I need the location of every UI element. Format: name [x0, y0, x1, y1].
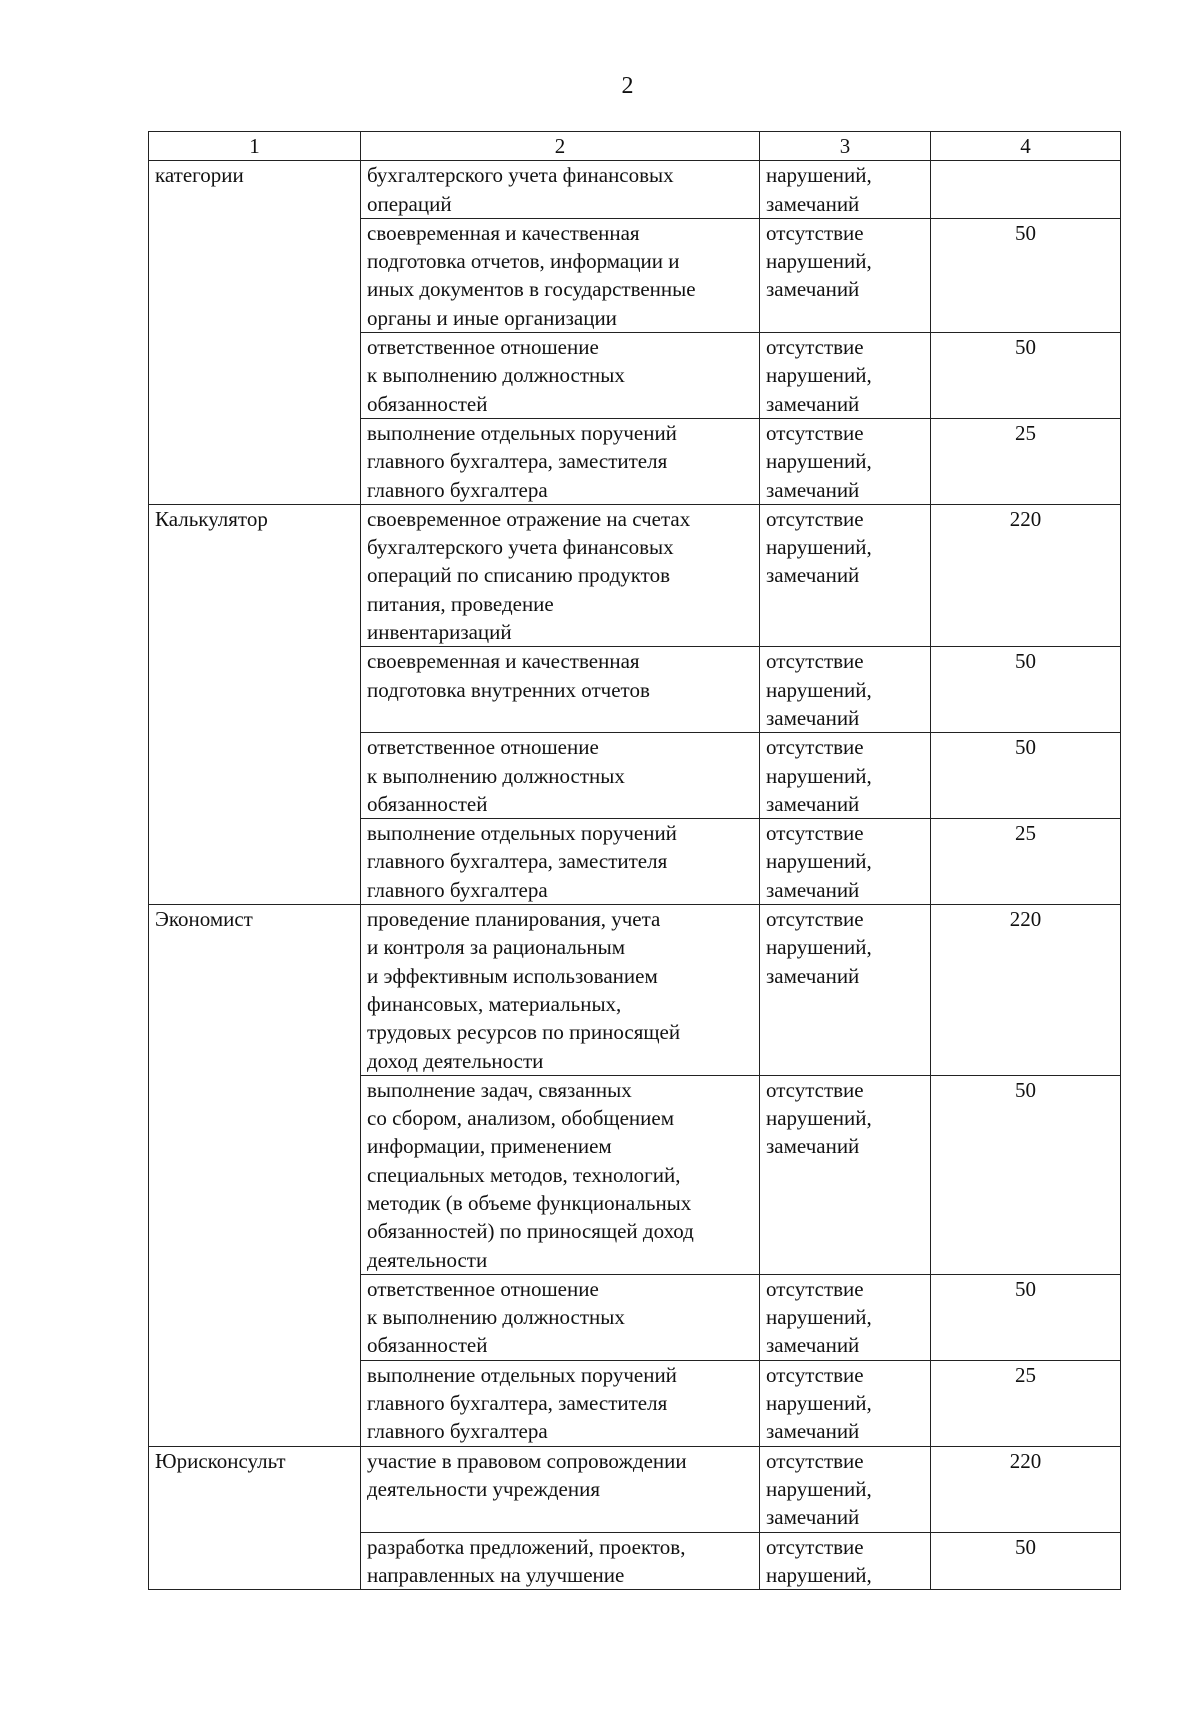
table-header-row [149, 132, 1121, 161]
table-row [149, 218, 1121, 332]
condition-cell-text: нарушений, замечаний [766, 163, 872, 216]
points-cell [931, 418, 1121, 504]
position-cell [149, 647, 361, 733]
condition-cell-text: отсутствие нарушений, замечаний [766, 220, 872, 302]
condition-cell-text: отсутствие нарушений, замечаний [766, 1448, 872, 1530]
condition-cell-text: отсутствие нарушений, замечаний [766, 506, 872, 588]
criterion-cell [361, 1446, 760, 1532]
table-row [149, 1075, 1121, 1274]
points-cell-text: 50 [1015, 1276, 1036, 1301]
points-cell-text: 50 [1015, 335, 1036, 360]
condition-cell [760, 1532, 931, 1590]
position-cell [149, 1532, 361, 1590]
table-row [149, 418, 1121, 504]
points-cell [931, 1274, 1121, 1360]
criterion-cell-text: участие в правовом сопровождении деятельности учреждения [367, 1448, 687, 1501]
criteria-table [148, 131, 1121, 1590]
table-row [149, 161, 1121, 219]
points-cell-text: 50 [1015, 220, 1036, 245]
points-cell-text: 50 [1015, 1077, 1036, 1102]
table-row [149, 1532, 1121, 1590]
table-row [149, 647, 1121, 733]
criterion-cell [361, 1274, 760, 1360]
points-cell-text: 50 [1015, 1534, 1036, 1559]
criterion-cell-text: выполнение отдельных поручений главного бухгалтера, заместителя главного бухгалтера [367, 1362, 677, 1444]
criterion-cell [361, 1532, 760, 1590]
position-cell [149, 418, 361, 504]
position-cell [149, 733, 361, 819]
table-row [149, 733, 1121, 819]
column-header-2: 2 [361, 132, 760, 161]
table-row [149, 905, 1121, 1076]
criterion-cell-text: ответственное отношение к выполнению должностных обязанностей [367, 335, 625, 416]
position-cell [149, 1274, 361, 1360]
points-cell-text: 25 [1015, 420, 1036, 445]
column-header-3: 3 [760, 132, 931, 161]
criterion-cell [361, 819, 760, 905]
criterion-cell-text: своевременная и качественная подготовка отчетов, информации и иных документов в государственные органы и иные организации [367, 220, 696, 330]
table-row [149, 1446, 1121, 1532]
criterion-cell-text: выполнение задач, связанных со сбором, анализом, обобщением информации, применением специальных методов, технологий, методик (в объеме функциональных обязанностей) по приносящей доход деятельности [367, 1077, 694, 1272]
condition-cell [760, 1446, 931, 1532]
condition-cell-text: отсутствие нарушений, замечаний [766, 1077, 872, 1159]
condition-cell [760, 161, 931, 219]
criterion-cell [361, 504, 760, 646]
position-cell [149, 905, 361, 1076]
criterion-cell-text: выполнение отдельных поручений главного бухгалтера, заместителя главного бухгалтера [367, 420, 677, 502]
condition-cell-text: отсутствие нарушений, [766, 1534, 872, 1587]
points-cell [931, 819, 1121, 905]
criterion-cell [361, 218, 760, 332]
table-row [149, 504, 1121, 646]
condition-cell [760, 333, 931, 419]
condition-cell-text: отсутствие нарушений, замечаний [766, 907, 872, 988]
condition-cell [760, 647, 931, 733]
points-cell [931, 333, 1121, 419]
position-cell [149, 161, 361, 219]
points-cell-text: 50 [1015, 735, 1036, 760]
points-cell-text: 50 [1015, 649, 1036, 674]
condition-cell-text: отсутствие нарушений, замечаний [766, 420, 872, 502]
condition-cell-text: отсутствие нарушений, замечаний [766, 1362, 872, 1444]
criterion-cell-text: своевременное отражение на счетах бухгалтерского учета финансовых операций по списанию продуктов питания, проведение инвентаризаций [367, 506, 691, 645]
position-cell-text: категории [155, 163, 244, 188]
condition-cell [760, 1075, 931, 1274]
criterion-cell [361, 1075, 760, 1274]
criterion-cell [361, 418, 760, 504]
condition-cell [760, 733, 931, 819]
criterion-cell [361, 1360, 760, 1446]
column-header-1: 1 [149, 132, 361, 161]
condition-cell [760, 218, 931, 332]
criterion-cell-text: ответственное отношение к выполнению должностных обязанностей [367, 1276, 625, 1358]
criterion-cell [361, 647, 760, 733]
condition-cell [760, 1360, 931, 1446]
table-row [149, 333, 1121, 419]
points-cell [931, 1446, 1121, 1532]
condition-cell-text: отсутствие нарушений, замечаний [766, 821, 872, 902]
condition-cell [760, 504, 931, 646]
position-cell-text: Экономист [155, 907, 253, 932]
points-cell-text: 25 [1015, 821, 1036, 846]
points-cell-text: 220 [1009, 907, 1042, 932]
condition-cell [760, 418, 931, 504]
position-cell [149, 218, 361, 332]
points-cell [931, 647, 1121, 733]
table-body [149, 161, 1121, 1590]
condition-cell [760, 819, 931, 905]
condition-cell [760, 905, 931, 1076]
position-cell [149, 1446, 361, 1532]
table-row [149, 819, 1121, 905]
position-cell-text: Юрисконсульт [155, 1448, 286, 1473]
criterion-cell [361, 333, 760, 419]
page-number: 2 [621, 73, 634, 99]
points-cell-text: 220 [1009, 506, 1042, 531]
condition-cell-text: отсутствие нарушений, замечаний [766, 335, 872, 416]
points-cell [931, 733, 1121, 819]
points-cell [931, 161, 1121, 219]
condition-cell-text: отсутствие нарушений, замечаний [766, 1276, 872, 1358]
table-row [149, 1360, 1121, 1446]
position-cell-text: Калькулятор [155, 506, 268, 531]
column-header-4: 4 [931, 132, 1121, 161]
position-cell [149, 504, 361, 646]
criterion-cell-text: ответственное отношение к выполнению должностных обязанностей [367, 735, 625, 816]
condition-cell-text: отсутствие нарушений, замечаний [766, 735, 872, 816]
criterion-cell-text: проведение планирования, учета и контроля за рациональным и эффективным использованием финансовых, материальных, трудовых ресурсов по приносящей доход деятельности [367, 907, 681, 1073]
criterion-cell [361, 733, 760, 819]
criterion-cell-text: бухгалтерского учета финансовых операций [367, 163, 674, 216]
points-cell [931, 218, 1121, 332]
condition-cell-text: отсутствие нарушений, замечаний [766, 649, 872, 730]
points-cell [931, 905, 1121, 1076]
criterion-cell-text: выполнение отдельных поручений главного бухгалтера, заместителя главного бухгалтера [367, 821, 677, 902]
condition-cell [760, 1274, 931, 1360]
position-cell [149, 819, 361, 905]
position-cell [149, 1360, 361, 1446]
criterion-cell [361, 905, 760, 1076]
points-cell [931, 1075, 1121, 1274]
position-cell [149, 1075, 361, 1274]
points-cell [931, 1360, 1121, 1446]
points-cell-text: 220 [1009, 1448, 1042, 1473]
criterion-cell [361, 161, 760, 219]
points-cell-text: 25 [1015, 1362, 1036, 1387]
points-cell [931, 1532, 1121, 1590]
table-row [149, 1274, 1121, 1360]
criterion-cell-text: своевременная и качественная подготовка внутренних отчетов [367, 649, 650, 702]
position-cell [149, 333, 361, 419]
points-cell [931, 504, 1121, 646]
criterion-cell-text: разработка предложений, проектов, направленных на улучшение [367, 1534, 686, 1587]
